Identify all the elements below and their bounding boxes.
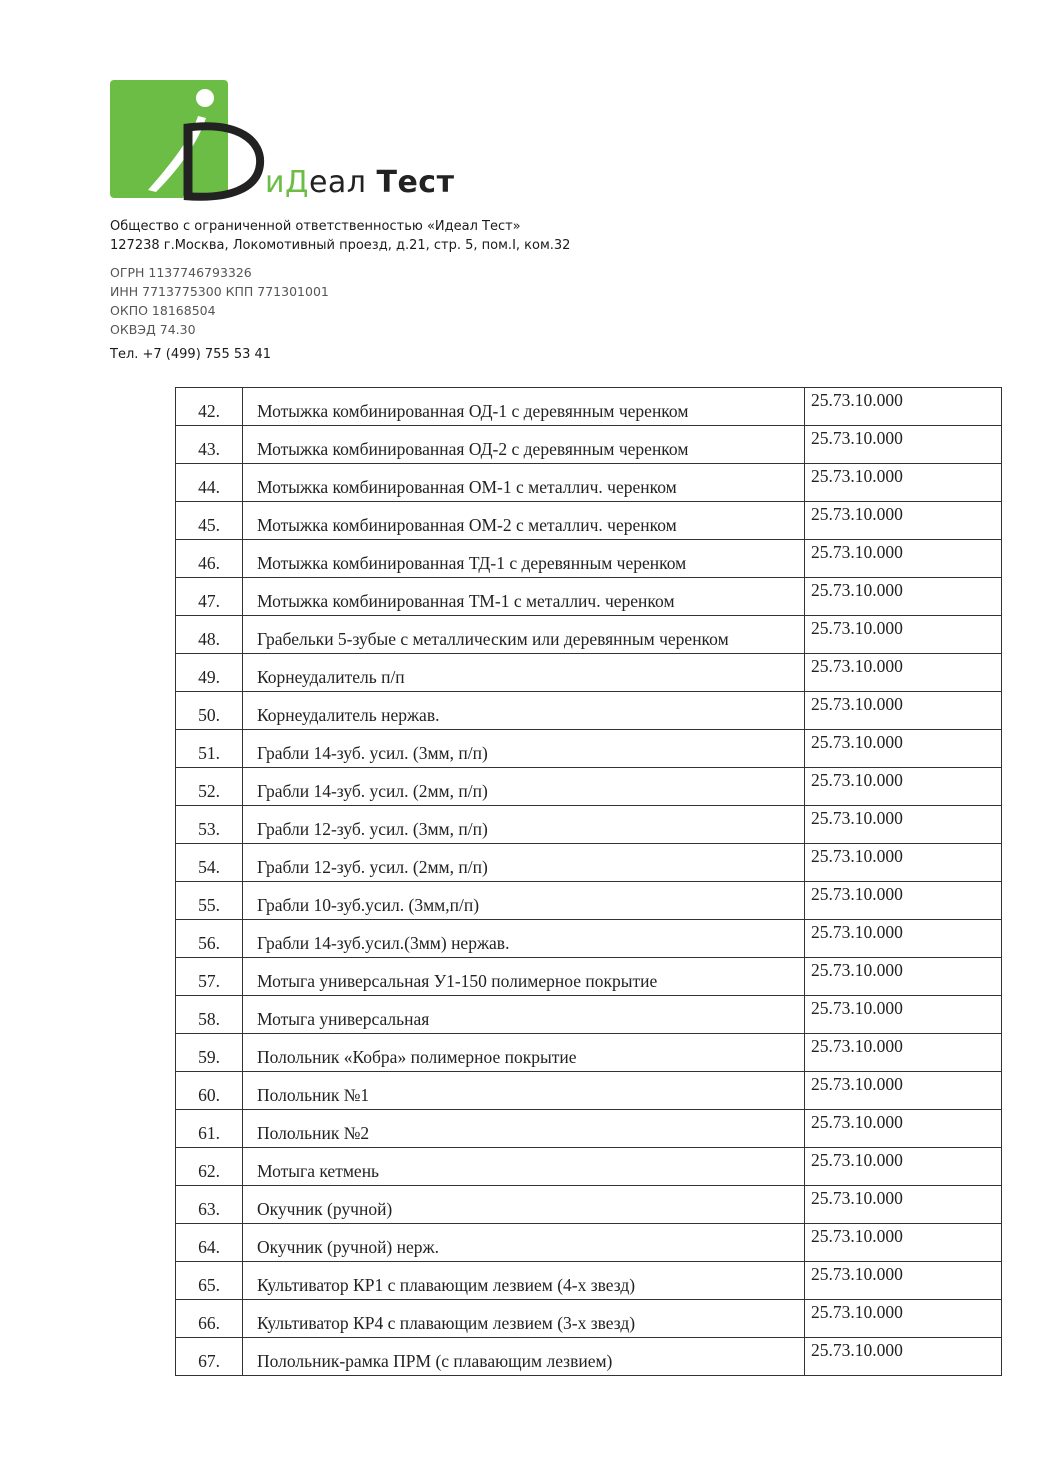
row-code: 25.73.10.000: [805, 464, 1002, 502]
row-code: 25.73.10.000: [805, 540, 1002, 578]
table-row: [176, 388, 1002, 426]
table-row: [176, 768, 1002, 806]
row-number: 52.: [176, 768, 243, 806]
row-number: 54.: [176, 844, 243, 882]
row-number: 62.: [176, 1148, 243, 1186]
row-number: 53.: [176, 806, 243, 844]
row-code: 25.73.10.000: [805, 1110, 1002, 1148]
row-number: 43.: [176, 426, 243, 464]
table-row: [176, 882, 1002, 920]
table-row: [176, 1148, 1002, 1186]
row-name: Полольник-рамка ПРМ (с плавающим лезвием): [243, 1338, 805, 1376]
row-code: 25.73.10.000: [805, 958, 1002, 996]
row-code: 25.73.10.000: [805, 502, 1002, 540]
row-name: Культиватор КР1 с плавающим лезвием (4-х звезд): [243, 1262, 805, 1300]
row-number: 64.: [176, 1224, 243, 1262]
row-name: Полольник «Кобра» полимерное покрытие: [243, 1034, 805, 1072]
row-code: 25.73.10.000: [805, 1338, 1002, 1376]
row-name: Грабли 12-зуб. усил. (2мм, п/п): [243, 844, 805, 882]
row-name: Мотыжка комбинированная ОД-1 с деревянным черенком: [243, 388, 805, 426]
company-address: 127238 г.Москва, Локомотивный проезд, д.21, стр. 5, пом.I, ком.32: [110, 238, 571, 253]
phone: Тел. +7 (499) 755 53 41: [110, 347, 272, 362]
table-row: [176, 616, 1002, 654]
table-row: [176, 730, 1002, 768]
table-row: [176, 1224, 1002, 1262]
table-row: [176, 540, 1002, 578]
row-name: Мотыжка комбинированная ОМ-2 с металлич. черенком: [243, 502, 805, 540]
row-number: 50.: [176, 692, 243, 730]
row-number: 47.: [176, 578, 243, 616]
row-code: 25.73.10.000: [805, 388, 1002, 426]
row-code: 25.73.10.000: [805, 844, 1002, 882]
row-number: 61.: [176, 1110, 243, 1148]
table-row: [176, 654, 1002, 692]
table-row: [176, 806, 1002, 844]
inn-kpp: ИНН 7713775300 КПП 771301001: [110, 284, 329, 299]
table-row: [176, 1034, 1002, 1072]
row-code: 25.73.10.000: [805, 692, 1002, 730]
table-row: [176, 1300, 1002, 1338]
row-name: Полольник №1: [243, 1072, 805, 1110]
row-number: 58.: [176, 996, 243, 1034]
row-code: 25.73.10.000: [805, 1300, 1002, 1338]
row-code: 25.73.10.000: [805, 1072, 1002, 1110]
row-name: Мотыга универсальная: [243, 996, 805, 1034]
row-code: 25.73.10.000: [805, 616, 1002, 654]
row-name: Окучник (ручной) нерж.: [243, 1224, 805, 1262]
row-code: 25.73.10.000: [805, 996, 1002, 1034]
table-row: [176, 464, 1002, 502]
table-row: [176, 920, 1002, 958]
row-code: 25.73.10.000: [805, 654, 1002, 692]
table-row: [176, 996, 1002, 1034]
row-number: 56.: [176, 920, 243, 958]
row-number: 46.: [176, 540, 243, 578]
row-number: 51.: [176, 730, 243, 768]
company-name: Общество с ограниченной ответственностью «Идеал Тест»: [110, 219, 521, 234]
table-row: [176, 578, 1002, 616]
row-code: 25.73.10.000: [805, 1262, 1002, 1300]
row-number: 65.: [176, 1262, 243, 1300]
row-name: Грабли 12-зуб. усил. (3мм, п/п): [243, 806, 805, 844]
row-code: 25.73.10.000: [805, 806, 1002, 844]
row-code: 25.73.10.000: [805, 1186, 1002, 1224]
row-name: Мотыжка комбинированная ТД-1 с деревянным черенком: [243, 540, 805, 578]
table-row: [176, 1110, 1002, 1148]
table-row: [176, 1072, 1002, 1110]
row-number: 57.: [176, 958, 243, 996]
row-code: 25.73.10.000: [805, 730, 1002, 768]
row-number: 63.: [176, 1186, 243, 1224]
row-number: 67.: [176, 1338, 243, 1376]
row-name: Мотыга кетмень: [243, 1148, 805, 1186]
row-name: Мотыга универсальная У1-150 полимерное покрытие: [243, 958, 805, 996]
row-name: Корнеудалитель нержав.: [243, 692, 805, 730]
brand-bold: Тест: [376, 165, 455, 200]
table-row: [176, 1338, 1002, 1376]
table-row: [176, 692, 1002, 730]
row-name: Культиватор КР4 с плавающим лезвием (3-х звезд): [243, 1300, 805, 1338]
products-table: [175, 387, 1002, 1376]
brand-prefix: иД: [265, 165, 309, 200]
row-code: 25.73.10.000: [805, 426, 1002, 464]
row-name: Грабли 14-зуб. усил. (2мм, п/п): [243, 768, 805, 806]
row-name: Корнеудалитель п/п: [243, 654, 805, 692]
row-number: 45.: [176, 502, 243, 540]
row-code: 25.73.10.000: [805, 1034, 1002, 1072]
okpo: ОКПО 18168504: [110, 303, 216, 318]
table-row: [176, 1262, 1002, 1300]
row-code: 25.73.10.000: [805, 768, 1002, 806]
table-row: [176, 502, 1002, 540]
okved: ОКВЭД 74.30: [110, 322, 196, 337]
row-code: 25.73.10.000: [805, 578, 1002, 616]
row-name: Грабельки 5-зубые с металлическим или деревянным черенком: [243, 616, 805, 654]
row-number: 59.: [176, 1034, 243, 1072]
row-number: 42.: [176, 388, 243, 426]
table-row: [176, 1186, 1002, 1224]
brand-name: [265, 165, 454, 200]
row-name: Грабли 14-зуб.усил.(3мм) нержав.: [243, 920, 805, 958]
row-code: 25.73.10.000: [805, 1224, 1002, 1262]
table-row: [176, 844, 1002, 882]
row-name: Окучник (ручной): [243, 1186, 805, 1224]
row-number: 49.: [176, 654, 243, 692]
row-number: 55.: [176, 882, 243, 920]
row-name: Полольник №2: [243, 1110, 805, 1148]
row-name: Мотыжка комбинированная ОД-2 с деревянным черенком: [243, 426, 805, 464]
row-code: 25.73.10.000: [805, 882, 1002, 920]
row-code: 25.73.10.000: [805, 920, 1002, 958]
ogrn: ОГРН 1137746793326: [110, 265, 252, 280]
brand-suffix: еал: [308, 165, 367, 200]
row-name: Грабли 10-зуб.усил. (3мм,п/п): [243, 882, 805, 920]
row-number: 44.: [176, 464, 243, 502]
row-number: 60.: [176, 1072, 243, 1110]
products-table-body: [176, 388, 1002, 1376]
row-code: 25.73.10.000: [805, 1148, 1002, 1186]
table-row: [176, 426, 1002, 464]
row-number: 66.: [176, 1300, 243, 1338]
row-name: Мотыжка комбинированная ТМ-1 с металлич. черенком: [243, 578, 805, 616]
row-number: 48.: [176, 616, 243, 654]
row-name: Мотыжка комбинированная ОМ-1 с металлич. черенком: [243, 464, 805, 502]
row-name: Грабли 14-зуб. усил. (3мм, п/п): [243, 730, 805, 768]
table-row: [176, 958, 1002, 996]
